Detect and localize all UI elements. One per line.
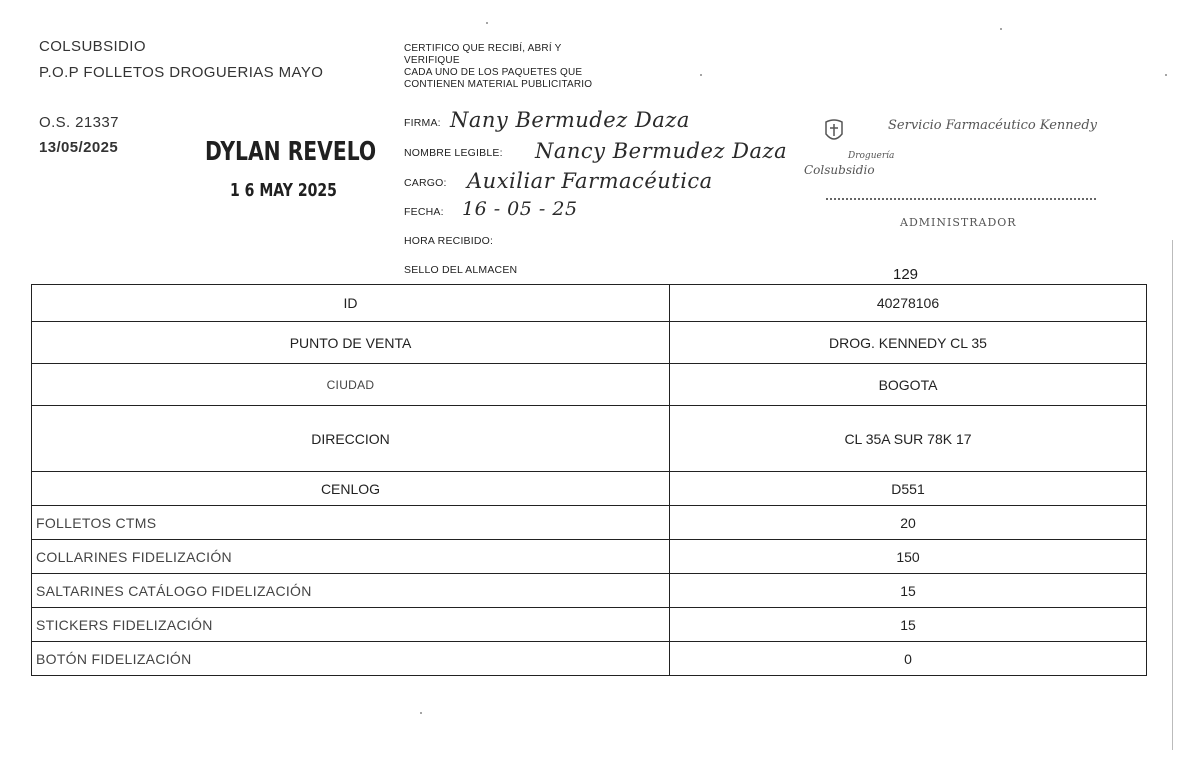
scan-speck — [420, 712, 422, 714]
item-quantity: 150 — [670, 540, 1147, 574]
certificate-line: CADA UNO DE LOS PAQUETES QUE — [404, 67, 583, 78]
table-row — [32, 574, 1147, 608]
scan-speck — [1165, 74, 1167, 76]
receipt-time-label: HORA RECIBIDO: — [404, 235, 494, 247]
delivery-table — [31, 284, 1146, 676]
item-quantity: 15 — [670, 574, 1147, 608]
info-value: BOGOTA — [670, 364, 1147, 406]
item-label: SALTARINES CATÁLOGO FIDELIZACIÓN — [32, 574, 670, 608]
position-label: CARGO: — [404, 177, 447, 189]
seal-administrator-text: ADMINISTRADOR — [900, 216, 1017, 229]
legible-name-label: NOMBRE LEGIBLE: — [404, 147, 503, 159]
table-row — [32, 642, 1147, 676]
item-quantity: 0 — [670, 642, 1147, 676]
legible-name-value: Nancy Bermudez Daza — [535, 139, 788, 163]
table-row — [32, 364, 1147, 406]
signature-value: Nany Bermudez Daza — [450, 108, 690, 132]
info-label: CIUDAD — [32, 364, 670, 406]
item-quantity: 20 — [670, 506, 1147, 540]
table-row — [32, 285, 1147, 322]
info-value: D551 — [670, 472, 1147, 506]
seal-drugstore-text: Droguería — [848, 151, 895, 161]
receipt-date-value: 16 - 05 - 25 — [462, 198, 578, 220]
receiver-stamp-name: DYLAN REVELO — [205, 137, 377, 167]
certificate-line: CERTIFICO QUE RECIBÍ, ABRÍ Y — [404, 43, 562, 54]
signature-label: FIRMA: — [404, 117, 441, 129]
info-label: CENLOG — [32, 472, 670, 506]
store-number: 129 — [893, 266, 919, 283]
table-row — [32, 506, 1147, 540]
receiver-stamp-date: 1 6 MAY 2025 — [230, 180, 337, 201]
certificate-line: CONTIENEN MATERIAL PUBLICITARIO — [404, 79, 593, 90]
seal-emblem-icon — [822, 118, 846, 153]
document-date: 13/05/2025 — [39, 139, 119, 156]
table-row — [32, 472, 1147, 506]
certificate-text — [404, 43, 592, 91]
store-seal-label: SELLO DEL ALMACEN — [404, 264, 518, 276]
scan-speck — [1000, 28, 1002, 30]
item-label: COLLARINES FIDELIZACIÓN — [32, 540, 670, 574]
seal-pharmacy-name: Servicio Farmacéutico Kennedy — [888, 118, 1098, 133]
info-label: ID — [32, 285, 670, 322]
item-label: FOLLETOS CTMS — [32, 506, 670, 540]
position-value: Auxiliar Farmacéutica — [467, 169, 713, 193]
item-quantity: 15 — [670, 608, 1147, 642]
project-title: P.O.P FOLLETOS DROGUERIAS MAYO — [39, 64, 324, 81]
table-row — [32, 540, 1147, 574]
scan-speck — [486, 22, 488, 24]
table-row — [32, 608, 1147, 642]
seal-signature-line — [826, 198, 1096, 200]
item-label: STICKERS FIDELIZACIÓN — [32, 608, 670, 642]
certificate-line: VERIFIQUE — [404, 55, 460, 66]
info-value: CL 35A SUR 78K 17 — [670, 406, 1147, 472]
seal-brand-text: Colsubsidio — [804, 163, 875, 177]
item-label: BOTÓN FIDELIZACIÓN — [32, 642, 670, 676]
info-value: 40278106 — [670, 285, 1147, 322]
receipt-date-label: FECHA: — [404, 206, 444, 218]
info-label: PUNTO DE VENTA — [32, 322, 670, 364]
table-row — [32, 322, 1147, 364]
scan-edge-line — [1172, 240, 1173, 750]
scan-speck — [700, 74, 702, 76]
table-row — [32, 406, 1147, 472]
info-value: DROG. KENNEDY CL 35 — [670, 322, 1147, 364]
company-name: COLSUBSIDIO — [39, 38, 146, 55]
os-number: O.S. 21337 — [39, 114, 119, 131]
info-label: DIRECCION — [32, 406, 670, 472]
